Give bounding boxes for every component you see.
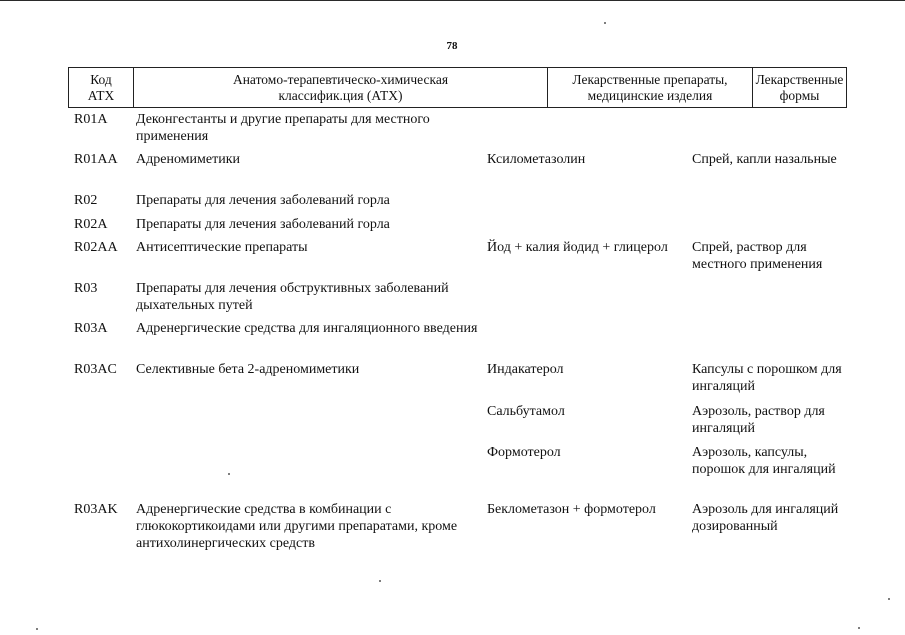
- header-drugs: Лекарственные препараты, медицинские изделия: [547, 68, 752, 107]
- drug-name: Беклометазон + формотерол: [487, 502, 656, 517]
- drug-name: Йод + калия йодид + глицерол: [487, 240, 668, 255]
- atc-code: R03AK: [74, 502, 118, 517]
- atc-code: R01AA: [74, 152, 118, 167]
- atc-code: R02A: [74, 217, 108, 232]
- header-forms: Лекарственные формы: [752, 68, 846, 107]
- drug-name: Формотерол: [487, 445, 561, 460]
- atc-code: R03A: [74, 321, 108, 336]
- scan-speck: [36, 628, 38, 630]
- dosage-form: Капсулы с порошком для ингаляций: [692, 362, 842, 394]
- atc-classification: Препараты для лечения заболеваний горла: [136, 217, 390, 232]
- scan-speck: [604, 22, 606, 24]
- page-number: 78: [446, 40, 458, 52]
- atc-classification: Адренергические средства для ингаляционного введения: [136, 321, 478, 336]
- drug-name: Сальбутамол: [487, 404, 565, 419]
- atc-code: R01A: [74, 112, 108, 127]
- atc-classification: Антисептические препараты: [136, 240, 308, 255]
- atc-classification: Адренергические средства в комбинации с глюкокортикоидами или другими препаратами, кроме антихолинергических средств: [136, 502, 458, 551]
- dosage-form: Аэрозоль, капсулы, порошок для ингаляций: [692, 445, 836, 477]
- atc-classification: Деконгестанты и другие препараты для местного применения: [136, 112, 430, 144]
- atc-classification: Препараты для лечения заболеваний горла: [136, 193, 390, 208]
- atc-code: R02AA: [74, 240, 118, 255]
- atc-classification: Адреномиметики: [136, 152, 241, 167]
- atc-code: R03: [74, 281, 98, 296]
- header-code: Код АТХ: [87, 71, 115, 103]
- header-classification: Анатомо-терапевтическо-химическая классифик.ция (АТХ): [133, 68, 547, 107]
- scan-speck: [888, 598, 890, 600]
- atc-code: R02: [74, 193, 98, 208]
- atc-classification: Препараты для лечения обструктивных заболеваний дыхательных путей: [136, 281, 449, 313]
- scan-speck: [379, 580, 381, 582]
- dosage-form: Спрей, капли назальные: [692, 152, 837, 167]
- dosage-form: Аэрозоль для ингаляций дозированный: [692, 502, 839, 534]
- drug-name: Индакатерол: [487, 362, 564, 377]
- dosage-form: Спрей, раствор для местного применения: [692, 240, 823, 272]
- scan-speck: [858, 627, 860, 629]
- drug-name: Ксилометазолин: [487, 152, 586, 167]
- atc-code: R03AC: [74, 362, 117, 377]
- atc-classification: Селективные бета 2-адреномиметики: [136, 362, 360, 377]
- dosage-form: Аэрозоль, раствор для ингаляций: [692, 404, 825, 436]
- scan-speck: [228, 473, 230, 475]
